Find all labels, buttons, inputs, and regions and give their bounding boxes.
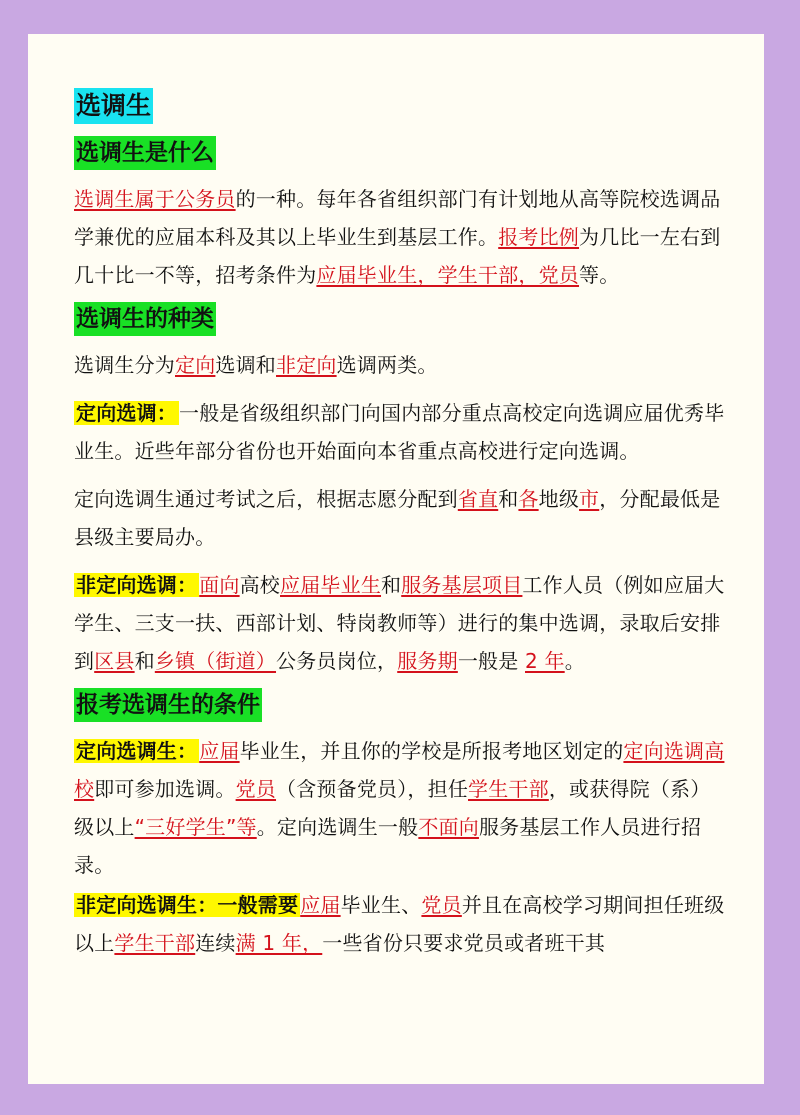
- highlighted-keyword: 学生干部: [468, 777, 549, 801]
- page-title: 选调生: [74, 88, 153, 124]
- highlighted-keyword: 服务期: [397, 649, 458, 673]
- highlighted-keyword: 面向: [199, 573, 240, 597]
- text-run: 。定向选调生一般: [256, 815, 419, 839]
- highlighted-keyword: 2 年: [525, 649, 565, 673]
- highlighted-keyword: 应届毕业生: [280, 573, 382, 597]
- section-heading-types: 选调生的种类: [74, 302, 216, 336]
- text-run: 为几比一左右到几十比一不等，招考条件为: [74, 225, 721, 287]
- highlighted-keyword: “三好学生”等: [134, 815, 257, 839]
- text-run: 高校: [239, 573, 281, 597]
- section-conditions: [74, 688, 728, 962]
- paragraph-directed-assignment: [74, 480, 728, 556]
- highlighted-keyword: 报考比例: [498, 225, 580, 249]
- highlighted-keyword: 服务基层项目: [401, 573, 523, 597]
- text-run: 并且在高校学习期间担任班级以上: [74, 893, 725, 955]
- paragraph-non-directed: [74, 566, 728, 680]
- highlighted-keyword: 不面向: [418, 815, 479, 839]
- highlighted-keyword: 应届毕业生，学生干部，党员: [316, 263, 580, 287]
- paragraph-directed-conditions: [74, 732, 728, 884]
- text-run: 一般是省级组织部门向国内部分重点高校定向选调应届优秀毕业生。近些年部分省份也开始面向本省重点高校进行定向选调。: [74, 401, 725, 463]
- text-run: 公务员岗位，: [276, 649, 398, 673]
- highlighted-keyword: 区县: [94, 649, 135, 673]
- inline-label: 非定向选调生：一般需要: [76, 893, 299, 917]
- article-card: [28, 34, 764, 1084]
- inline-label: 定向选调：: [76, 401, 177, 425]
- text-run: 工作人员（例如应届大学生、三支一扶、西部计划、特岗教师等）进行的集中选调，录取后安排到: [74, 573, 725, 673]
- highlighted-keyword: 非定向: [276, 353, 337, 377]
- text-run: 和: [498, 487, 519, 511]
- section-heading-conditions: 报考选调生的条件: [74, 688, 262, 722]
- inline-label: 定向选调生：: [76, 739, 198, 763]
- paragraph-directed: [74, 394, 728, 470]
- highlighted-keyword: 市: [579, 487, 600, 511]
- highlighted-keyword: 各: [518, 487, 539, 511]
- text-run: 选调和: [215, 353, 277, 377]
- text-run: 定向选调生通过考试之后，根据志愿分配到: [74, 487, 458, 511]
- text-run: 选调两类。: [336, 353, 438, 377]
- highlighted-keyword: 党员: [421, 893, 462, 917]
- highlighted-keyword: 定向选调高校: [74, 739, 725, 801]
- text-run: 一些省份只要求党员或者班干其: [322, 931, 606, 955]
- text-run: 服务基层工作人员进行招录。: [74, 815, 702, 877]
- highlighted-keyword: 选调生属于公务员: [74, 187, 236, 211]
- highlighted-keyword: 省直: [457, 487, 499, 511]
- section-what-is: [74, 136, 728, 294]
- text-run: 的一种。每年各省组织部门有计划地从高等院校选调品学兼优的应届本科及其以上毕业生到基层工作。: [74, 187, 721, 249]
- text-run: 连续: [195, 931, 236, 955]
- paragraph-non-directed-conditions: [74, 886, 728, 962]
- text-run: 一般是: [457, 649, 525, 673]
- text-run: 即可参加选调。: [94, 777, 236, 801]
- highlighted-keyword: 应届: [199, 739, 240, 763]
- section-types: [74, 302, 728, 680]
- text-run: ，分配最低是县级主要局办。: [74, 487, 721, 549]
- text-run: 毕业生、: [340, 893, 422, 917]
- text-run: 和: [381, 573, 402, 597]
- highlighted-keyword: 应届: [300, 893, 341, 917]
- text-run: 地级: [538, 487, 580, 511]
- text-run: 毕业生，并且你的学校是所报考地区划定的: [239, 739, 624, 763]
- highlighted-keyword: 学生干部: [114, 931, 196, 955]
- highlighted-keyword: 满 1 年，: [235, 931, 323, 955]
- section-heading-what-is: 选调生是什么: [74, 136, 216, 170]
- paragraph-definition: [74, 180, 728, 294]
- highlighted-keyword: 乡镇（街道）: [154, 649, 277, 673]
- text-run: 。: [564, 649, 585, 673]
- text-run: 选调生分为: [74, 353, 175, 377]
- text-run: （含预备党员），担任: [276, 777, 469, 801]
- text-run: 等。: [579, 263, 620, 287]
- paragraph-types-overview: [74, 346, 728, 384]
- inline-label: 非定向选调：: [76, 573, 198, 597]
- text-run: ，或获得院（系）级以上: [74, 777, 711, 839]
- highlighted-keyword: 党员: [235, 777, 277, 801]
- text-run: 和: [134, 649, 155, 673]
- highlighted-keyword: 定向: [175, 353, 216, 377]
